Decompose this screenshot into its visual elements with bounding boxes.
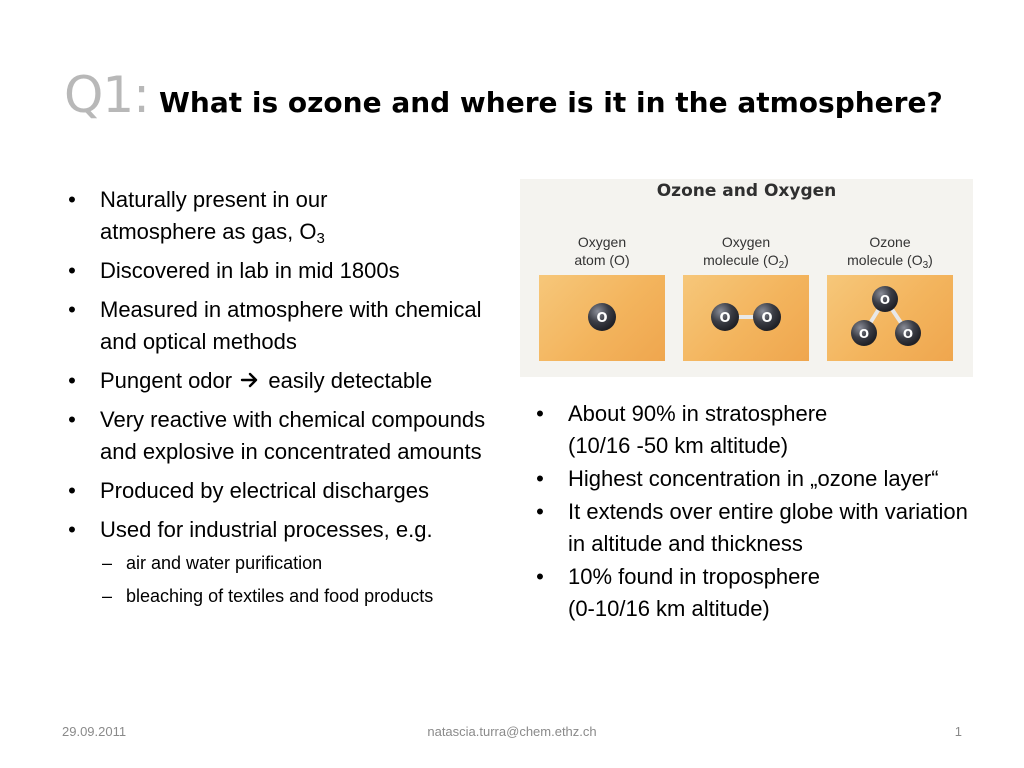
- panel-label: Oxygen atom (O): [574, 234, 630, 268]
- list-item: [528, 398, 968, 462]
- sub-bullet-text: bleaching of textiles and food products: [126, 586, 434, 606]
- panel-ozone-molecule: [824, 233, 956, 361]
- page-number: 1: [954, 724, 962, 739]
- dash-icon: –: [102, 586, 113, 606]
- panel-box: [827, 275, 953, 361]
- atom-label: O: [761, 311, 773, 326]
- panel-label: Ozone molecule $(O_3)$: [847, 234, 933, 271]
- atom-label: O: [719, 311, 731, 326]
- panel-oxygen-molecule: [680, 233, 812, 361]
- list-item: [60, 184, 500, 248]
- bullet-icon: •: [68, 478, 76, 503]
- left-bullet-list: [60, 184, 500, 616]
- bullet-icon: •: [536, 401, 544, 426]
- sub-list-item: [60, 583, 500, 609]
- bullet-text-line1: 10% found in troposphere: [568, 564, 820, 589]
- slide-title: [64, 66, 1004, 136]
- bullet-icon: •: [68, 407, 76, 432]
- oxygen-atom-icon: [539, 275, 665, 361]
- list-item: [60, 255, 500, 287]
- bullet-text-line2: (10/16 -50 km altitude): [568, 433, 789, 458]
- bullet-text-line1: About 90% in stratosphere: [568, 401, 828, 426]
- panel-box: [683, 275, 809, 361]
- bullet-text: Pungent odor: [100, 368, 233, 393]
- figure-title: Ozone and Oxygen: [656, 181, 837, 201]
- bullet-icon: •: [68, 187, 76, 212]
- footer-date: 29.09.2011: [62, 724, 127, 739]
- bullet-text: Used for industrial processes, e.g.: [100, 517, 433, 542]
- list-item: [528, 463, 968, 495]
- panel-oxygen-atom: [536, 233, 668, 361]
- bullet-icon: •: [68, 297, 76, 322]
- list-item: [60, 514, 500, 546]
- bullet-text: easily detectable: [268, 368, 433, 393]
- list-item: [528, 561, 968, 625]
- bullet-text: Very reactive with chemical compounds and explosive in concentrated amounts: [100, 407, 486, 464]
- list-item: [528, 496, 968, 560]
- atom-label: O: [902, 327, 914, 341]
- bullet-icon: •: [68, 368, 76, 393]
- bullet-text-line2: (0-10/16 km altitude): [568, 596, 770, 621]
- bullet-icon: •: [68, 258, 76, 283]
- bullet-icon: •: [536, 466, 544, 491]
- bullet-icon: •: [536, 564, 544, 589]
- sub-bullet-text: air and water purification: [126, 553, 323, 573]
- panel-label: Oxygen molecule $(O_2)$: [703, 234, 789, 271]
- bullet-text-line1: Naturally present in our: [100, 187, 328, 212]
- subscript: 3: [316, 230, 325, 247]
- atom-label: O: [858, 327, 870, 341]
- right-bullet-list: [528, 398, 968, 626]
- bullet-icon: •: [536, 499, 544, 524]
- ozone-molecule-icon: [827, 275, 953, 361]
- atom-label: O: [596, 311, 608, 326]
- bullet-text: Measured in atmosphere with chemical and optical methods: [100, 297, 482, 354]
- bullet-text: Highest concentration in „ozone layer“: [568, 466, 939, 491]
- list-item: [60, 475, 500, 507]
- arrow-right-icon: [240, 366, 260, 384]
- list-item: [60, 294, 500, 358]
- dash-icon: –: [102, 553, 113, 573]
- bullet-text: Produced by electrical discharges: [100, 478, 429, 503]
- bullet-text: Discovered in lab in mid 1800s: [100, 258, 400, 283]
- oxygen-molecule-icon: [683, 275, 809, 361]
- title-text: What is ozone and where is it in the atmosphere?: [159, 86, 943, 119]
- bullet-text-line2: atmosphere as gas, O: [100, 219, 317, 244]
- bullet-icon: •: [68, 517, 76, 542]
- ozone-oxygen-figure: [520, 179, 973, 377]
- sub-list-item: [60, 550, 500, 576]
- list-item: [60, 365, 500, 397]
- footer-email: natascia.turra@chem.ethz.ch: [427, 724, 597, 739]
- atom-label: O: [879, 293, 891, 307]
- bullet-text: It extends over entire globe with variation in altitude and thickness: [568, 499, 968, 556]
- panel-box: [539, 275, 665, 361]
- question-number: Q1:: [64, 66, 150, 124]
- list-item: [60, 404, 500, 468]
